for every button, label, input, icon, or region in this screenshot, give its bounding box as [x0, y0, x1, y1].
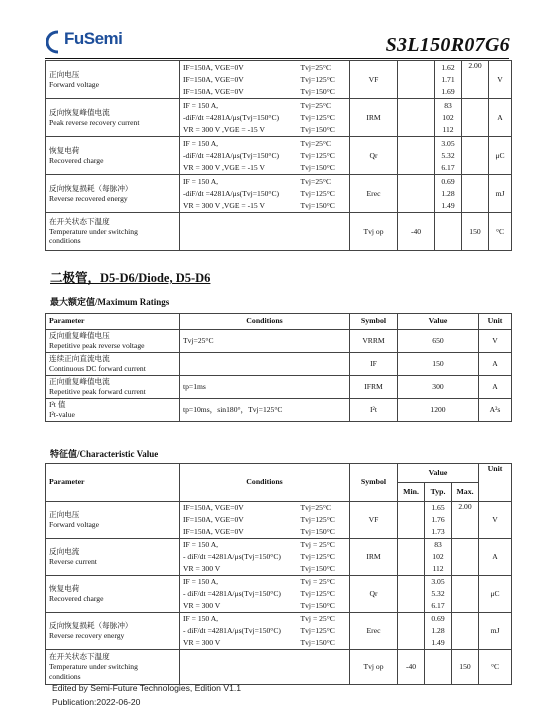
condition-line: - diF/dt =4281A/μs(Tvj=150°C) — [183, 589, 281, 598]
temperature-line: Tvj=150°C — [300, 564, 335, 573]
col-symbol: Symbol — [350, 314, 398, 330]
condition-line: IF = 150 A, — [183, 176, 219, 186]
min-cell — [398, 576, 425, 613]
unit-cell: mJ — [489, 175, 512, 213]
col-parameter: Parameter — [46, 464, 180, 502]
conditions-cell — [180, 650, 350, 685]
symbol-cell: IF — [350, 353, 398, 376]
condition-line: VR = 300 V — [183, 638, 221, 647]
header-rule — [45, 58, 509, 59]
typ-cell — [435, 99, 462, 137]
conditions-cell — [180, 175, 298, 213]
temperature-line: Tvj=150°C — [300, 601, 335, 610]
parameter-cn: 反向重复峰值电压 — [49, 331, 110, 341]
parameter-en: Recovered charge — [49, 155, 104, 165]
temperature-cell — [298, 539, 350, 576]
parameter-en: Reverse recovery energy — [49, 631, 125, 640]
table-row — [46, 61, 512, 99]
typ-value: 1.49 — [431, 638, 445, 647]
parameter-en: Reverse current — [49, 557, 97, 566]
condition-line: - diF/dt =4281A/μs(Tvj=150°C) — [183, 626, 281, 635]
symbol-cell: I²t — [350, 399, 398, 422]
logo-text: FuSemi — [64, 29, 123, 48]
max-ratings-table — [45, 313, 512, 422]
parameter-en: Recovered charge — [49, 594, 104, 603]
typ-cell — [425, 502, 452, 539]
conditions-cell: tp=10ms，sin180°，Tvj=125°C — [180, 399, 350, 422]
temperature-cell — [298, 99, 350, 137]
temperature-cell — [298, 576, 350, 613]
typ-value: 112 — [432, 564, 444, 573]
min-cell: -40 — [398, 213, 435, 251]
typ-value: 1.76 — [431, 515, 445, 524]
col-typ: Typ. — [425, 483, 452, 502]
conditions-cell — [180, 99, 298, 137]
temperature-line: Tvj=150°C — [300, 527, 335, 536]
typ-value: 1.28 — [431, 626, 445, 635]
max-cell: 150 — [452, 650, 479, 685]
typ-value: 1.62 — [441, 62, 455, 72]
col-symbol: Symbol — [350, 464, 398, 502]
condition-line: VR = 300 V — [183, 564, 221, 573]
symbol-cell: VF — [350, 502, 398, 539]
condition-line: VR = 300 V ,VGE = -15 V — [183, 200, 265, 210]
conditions-cell — [180, 502, 298, 539]
parameter-cn: I²t 值 — [49, 400, 66, 410]
parameter-en-cont: conditions — [49, 236, 81, 246]
parameter-cn: 正向重复峰值电流 — [49, 377, 110, 387]
typ-value: 5.32 — [431, 589, 445, 598]
unit-cell: μC — [489, 137, 512, 175]
typ-cell — [425, 613, 452, 650]
temperature-line: Tvj=25°C — [300, 503, 332, 512]
col-unit: Unit — [479, 314, 512, 330]
col-conditions: Conditions — [180, 314, 350, 330]
parameter-en: Continuous DC forward current — [49, 364, 146, 373]
typ-value: 1.65 — [431, 503, 445, 512]
max-cell — [462, 175, 489, 213]
parameter-cn: 在开关状态下温度 — [49, 652, 110, 662]
max-cell: 2.00 — [462, 61, 489, 99]
max-cell — [462, 137, 489, 175]
parameter-cn: 连续正向直流电流 — [49, 354, 110, 364]
typ-value: 112 — [442, 124, 454, 134]
unit-cell: A — [489, 99, 512, 137]
parameter-en: Forward voltage — [49, 79, 99, 89]
parameter-cell — [46, 613, 180, 650]
value-cell: 1200 — [398, 399, 479, 422]
condition-line: IF=150A, VGE=0V — [183, 62, 244, 72]
temperature-line: Tvj = 25°C — [300, 540, 335, 549]
temperature-line: Tvj=25°C — [300, 138, 332, 148]
symbol-cell: VF — [350, 61, 398, 99]
condition-line: VR = 300 V ,VGE = -15 V — [183, 124, 265, 134]
typ-value: 1.73 — [431, 527, 445, 536]
typ-cell — [435, 213, 462, 251]
temperature-line: Tvj=150°C — [300, 124, 335, 134]
parameter-cell — [46, 376, 180, 399]
condition-line: IF = 150 A, — [183, 614, 219, 623]
typ-value: 3.05 — [431, 577, 445, 586]
max-cell — [462, 99, 489, 137]
condition-line: IF = 150 A, — [183, 138, 219, 148]
temperature-cell — [298, 502, 350, 539]
typ-value: 3.05 — [441, 138, 455, 148]
temperature-line: Tvj=125°C — [300, 188, 335, 198]
symbol-cell: VRRM — [350, 330, 398, 353]
temperature-line: Tvj = 25°C — [300, 614, 335, 623]
unit-cell: °C — [479, 650, 512, 685]
typ-value: 1.71 — [441, 74, 455, 84]
temperature-cell — [298, 613, 350, 650]
parameter-en: Repetitive peak reverse voltage — [49, 341, 145, 350]
typ-cell — [425, 576, 452, 613]
parameter-en: Peak reverse recovery current — [49, 117, 140, 127]
max-cell — [452, 539, 479, 576]
typ-cell — [435, 61, 462, 99]
table-row — [46, 399, 512, 422]
conditions-cell — [180, 576, 298, 613]
condition-line: -diF/dt =4281A/μs(Tvj=150°C) — [183, 150, 280, 160]
parameter-cell — [46, 137, 180, 175]
conditions-cell — [180, 613, 298, 650]
part-number: S3L150R07G6 — [385, 34, 510, 56]
typ-value: 0.69 — [431, 614, 445, 623]
typ-value: 1.49 — [441, 200, 455, 210]
unit-cell: V — [479, 502, 512, 539]
col-value: Value — [398, 464, 479, 483]
table-row — [46, 99, 512, 137]
unit-cell: μC — [479, 576, 512, 613]
parameter-cell — [46, 399, 180, 422]
diode-section-title: 二极管，D5-D6/Diode, D5-D6 — [50, 271, 211, 285]
col-max: Max. — [452, 483, 479, 502]
col-conditions: Conditions — [180, 464, 350, 502]
table-row — [46, 376, 512, 399]
parameter-en: Repetitive peak forward current — [49, 387, 146, 396]
parameter-en-cont: conditions — [49, 671, 81, 681]
min-cell — [398, 502, 425, 539]
temperature-line: Tvj=25°C — [300, 62, 332, 72]
temperature-line: Tvj = 25°C — [300, 577, 335, 586]
unit-cell: A — [479, 539, 512, 576]
conditions-cell: Tvj=25°C — [180, 330, 350, 353]
unit-cell: A — [479, 376, 512, 399]
condition-line: IF=150A, VGE=0V — [183, 503, 244, 512]
temperature-line: Tvj=150°C — [300, 162, 335, 172]
parameter-en: Temperature under switching — [49, 226, 138, 236]
temperature-line: Tvj=150°C — [300, 200, 335, 210]
temperature-line: Tvj=125°C — [300, 150, 335, 160]
symbol-cell: Tvj op — [350, 213, 398, 251]
max-ratings-title: 最大额定值/Maximum Ratings — [50, 297, 170, 307]
table-row — [46, 576, 512, 613]
condition-line: VR = 300 V ,VGE = -15 V — [183, 162, 265, 172]
condition-line: -diF/dt =4281A/μs(Tvj=150°C) — [183, 112, 280, 122]
max-cell — [452, 576, 479, 613]
col-value: Value — [398, 314, 479, 330]
parameter-cn: 反向电流 — [49, 547, 80, 557]
symbol-cell: Erec — [350, 613, 398, 650]
parameter-cell — [46, 650, 180, 685]
min-cell — [398, 137, 435, 175]
max-cell: 2.00 — [452, 502, 479, 539]
temperature-line: Tvj=125°C — [300, 74, 335, 84]
table-row — [46, 539, 512, 576]
symbol-cell: Tvj op — [350, 650, 398, 685]
symbol-cell: Qr — [350, 576, 398, 613]
parameter-en: Temperature under switching — [49, 662, 138, 672]
parameter-cn: 在开关状态下温度 — [49, 216, 110, 226]
condition-line: - diF/dt =4281A/μs(Tvj=150°C) — [183, 552, 281, 561]
value-cell: 150 — [398, 353, 479, 376]
condition-line: IF=150A, VGE=0V — [183, 74, 244, 84]
typ-value: 1.28 — [441, 188, 455, 198]
table-row — [46, 137, 512, 175]
unit-cell: V — [489, 61, 512, 99]
condition-line: IF=150A, VGE=0V — [183, 515, 244, 524]
min-cell — [398, 61, 435, 99]
conditions-cell — [180, 539, 298, 576]
conditions-cell — [180, 137, 298, 175]
temperature-cell — [298, 137, 350, 175]
symbol-cell: IRM — [350, 99, 398, 137]
min-cell — [398, 175, 435, 213]
unit-cell: mJ — [479, 613, 512, 650]
table-row — [46, 502, 512, 539]
symbol-cell: Qr — [350, 137, 398, 175]
condition-line: IF=150A, VGE=0V — [183, 527, 244, 536]
temperature-line: Tvj=150°C — [300, 86, 335, 96]
parameter-cn: 反向恢复损耗（每脉冲） — [49, 621, 133, 631]
temperature-line: Tvj=125°C — [300, 552, 335, 561]
parameter-cn: 反向恢复峰值电流 — [49, 107, 110, 117]
typ-cell — [435, 137, 462, 175]
temperature-line: Tvj=125°C — [300, 515, 335, 524]
temperature-line: Tvj=125°C — [300, 589, 335, 598]
char-values-table — [45, 463, 512, 685]
typ-value: 6.17 — [431, 601, 445, 610]
condition-line: IF = 150 A, — [183, 540, 219, 549]
min-cell: -40 — [398, 650, 425, 685]
temperature-cell — [298, 61, 350, 99]
value-cell: 300 — [398, 376, 479, 399]
char-values-title: 特征值/Characteristic Value — [50, 449, 159, 459]
condition-line: VR = 300 V — [183, 601, 221, 610]
table-row — [46, 353, 512, 376]
table-row — [46, 613, 512, 650]
parameter-cell — [46, 213, 180, 251]
typ-value: 5.32 — [441, 150, 455, 160]
col-min: Min. — [398, 483, 425, 502]
value-cell: 650 — [398, 330, 479, 353]
condition-line: IF = 150 A, — [183, 577, 219, 586]
condition-line: IF=150A, VGE=0V — [183, 86, 244, 96]
table-row — [46, 650, 512, 685]
parameter-cn: 反向恢复损耗（每脉冲） — [49, 183, 133, 193]
typ-value: 83 — [434, 540, 442, 549]
typ-value: 83 — [444, 100, 452, 110]
parameter-cell — [46, 576, 180, 613]
table-row — [46, 213, 512, 251]
symbol-cell: IFRM — [350, 376, 398, 399]
top-characteristics-table — [45, 60, 512, 251]
col-parameter: Parameter — [46, 314, 180, 330]
typ-value: 1.69 — [441, 86, 455, 96]
unit-cell: V — [479, 330, 512, 353]
parameter-cell — [46, 99, 180, 137]
typ-cell — [435, 175, 462, 213]
typ-cell — [425, 539, 452, 576]
temperature-cell — [298, 175, 350, 213]
footer-publication: Publication:2022-06-20 — [52, 697, 141, 707]
table-row — [46, 175, 512, 213]
parameter-cell — [46, 539, 180, 576]
symbol-cell: IRM — [350, 539, 398, 576]
temperature-line: Tvj=150°C — [300, 638, 335, 647]
parameter-cn: 正向电压 — [49, 69, 80, 79]
max-cell — [452, 613, 479, 650]
parameter-cell — [46, 330, 180, 353]
temperature-line: Tvj=25°C — [300, 100, 332, 110]
parameter-cn: 恢复电荷 — [49, 145, 80, 155]
parameter-cell — [46, 175, 180, 213]
parameter-en: Reverse recovered energy — [49, 193, 128, 203]
typ-value — [438, 226, 458, 238]
typ-value: 102 — [442, 112, 454, 122]
max-cell: 150 — [462, 213, 489, 251]
footer-edition: Edited by Semi-Future Technologies, Edition V1.1 — [52, 683, 242, 693]
min-cell — [398, 613, 425, 650]
symbol-cell: Erec — [350, 175, 398, 213]
min-cell — [398, 99, 435, 137]
conditions-cell: tp=1ms — [180, 376, 350, 399]
unit-cell: A — [479, 353, 512, 376]
conditions-cell — [180, 61, 298, 99]
parameter-cn: 正向电压 — [49, 510, 80, 520]
table-row — [46, 330, 512, 353]
conditions-cell — [180, 353, 350, 376]
typ-cell — [425, 650, 452, 685]
parameter-cell — [46, 353, 180, 376]
parameter-cell — [46, 502, 180, 539]
parameter-en: Forward voltage — [49, 520, 99, 529]
min-cell — [398, 539, 425, 576]
col-unit: Unit — [479, 464, 512, 502]
typ-value: 0.69 — [441, 176, 455, 186]
temperature-line: Tvj=125°C — [300, 112, 335, 122]
parameter-en: I²t-value — [49, 410, 75, 419]
condition-line: IF = 150 A, — [183, 100, 219, 110]
temperature-line: Tvj=25°C — [300, 176, 332, 186]
unit-cell: °C — [489, 213, 512, 251]
parameter-cn: 恢复电荷 — [49, 584, 80, 594]
conditions-cell — [180, 213, 350, 251]
condition-line: -diF/dt =4281A/μs(Tvj=150°C) — [183, 188, 280, 198]
unit-cell: A²s — [479, 399, 512, 422]
parameter-cell — [46, 61, 180, 99]
temperature-line: Tvj=125°C — [300, 626, 335, 635]
typ-value — [428, 661, 448, 673]
typ-value: 102 — [432, 552, 444, 561]
typ-value: 6.17 — [441, 162, 455, 172]
